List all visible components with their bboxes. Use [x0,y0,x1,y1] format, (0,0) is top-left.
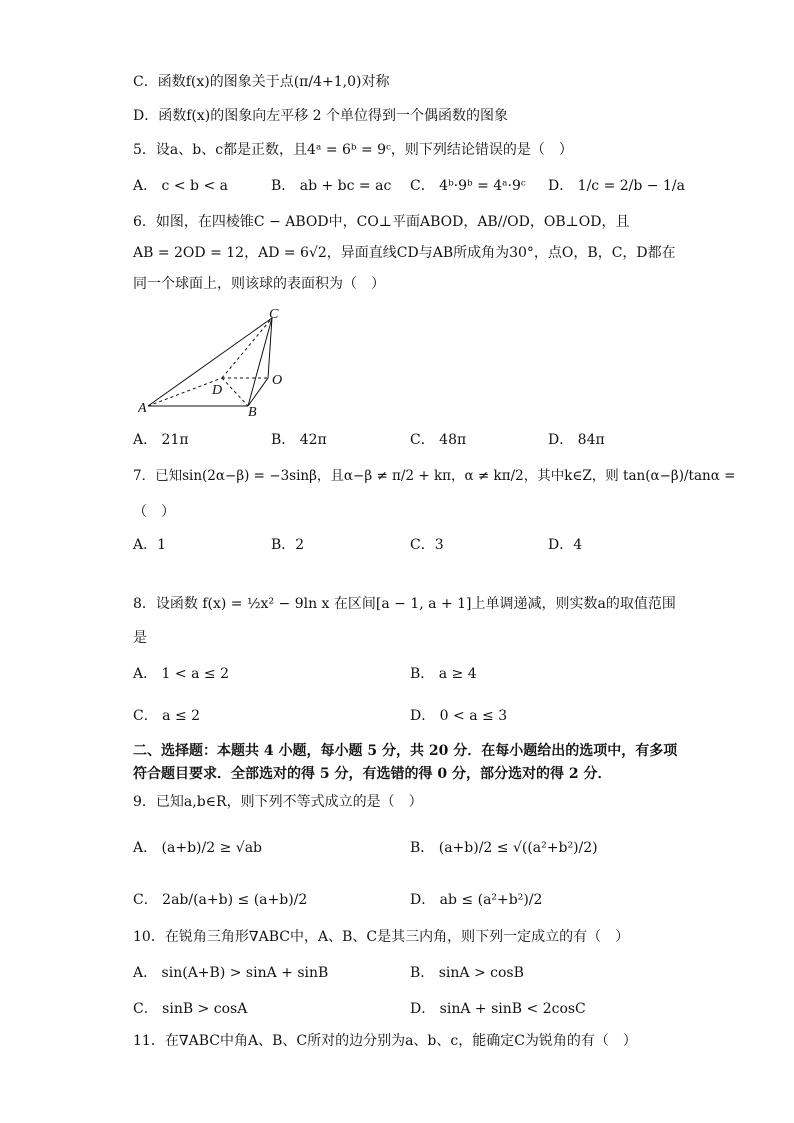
q6-stem-line2: AB = 2OD = 12，AD = 6√2，异面直线CD与AB所成角为30°，点O，B，C，D都在 [133,245,676,261]
q8-option-c: C． a ≤ 2 [133,708,201,724]
q4-option-c: C．函数f(x)的图象关于点(π/4+1,0)对称 [133,74,390,90]
q5-option-b: B． ab + bc = ac [271,178,392,194]
q10-option-a: A． sin(A+B) > sinA + sinB [133,965,329,981]
q7-stem: 7．已知sin(2α−β) = −3sinβ，且α−β ≠ π/2 + kπ，α ≠ kπ/2，其中k∈Z，则 tan(α−β)/tanα = [133,468,736,484]
q7-option-a: A．1 [133,537,167,553]
q7-option-b: B．2 [271,537,305,553]
q8-option-a: A． 1 < a ≤ 2 [133,666,229,682]
q6-option-a: A． 21π [133,432,189,448]
edge-db [222,378,248,406]
section2-heading-line1: 二、选择题：本题共 4 小题，每小题 5 分，共 20 分．在每小题给出的选项中，有多项 [133,743,678,759]
label-c: C [269,307,279,322]
q10-stem: 10．在锐角三角形∇ABC中，A、B、C是其三内角，则下列一定成立的有（ ） [133,929,630,945]
q6-option-d: D． 84π [548,432,605,448]
label-d: D [212,383,223,398]
edge-bc [248,318,272,406]
pyramid-figure [138,306,298,418]
q7-option-d: D．4 [548,537,583,553]
q9-option-c: C． 2ab/(a+b) ≤ (a+b)/2 [133,892,308,908]
q10-option-c: C． sinB > cosA [133,1001,248,1017]
q5-option-a: A． c < b < a [133,178,228,194]
q9-option-b: B． (a+b)/2 ≤ √((a²+b²)/2) [410,840,598,856]
q9-stem: 9．已知a,b∈R，则下列不等式成立的是（ ） [133,794,423,810]
edge-ad [148,378,222,406]
edge-ac [148,318,272,406]
q8-stem: 8．设函数 f(x) = ½x² − 9ln x 在区间[a − 1, a + 1]上单调递减，则实数a的取值范围 [133,596,676,612]
q7-paren: （ ） [133,504,175,520]
q11-stem: 11．在∇ABC中角A、B、C所对的边分别为a、b、c，能确定C为锐角的有（ ） [133,1033,637,1049]
section2-heading-line2: 符合题目要求．全部选对的得 5 分，有选错的得 0 分，部分选对的得 2 分． [133,766,612,782]
q6-option-c: C． 48π [410,432,467,448]
q5-stem: 5．设a、b、c都是正数，且4ᵃ = 6ᵇ = 9ᶜ，则下列结论错误的是（ ） [133,142,573,158]
q8-stem-2: 是 [133,630,147,646]
q10-option-d: D． sinA + sinB < 2cosC [410,1001,586,1017]
q10-option-b: B． sinA > cosB [410,965,524,981]
q8-option-d: D． 0 < a ≤ 3 [410,708,508,724]
q6-option-b: B． 42π [271,432,327,448]
q4-option-d: D．函数f(x)的图象向左平移 2 个单位得到一个偶函数的图象 [133,108,509,124]
q8-option-b: B． a ≥ 4 [410,666,477,682]
q5-option-d: D． 1/c = 2/b − 1/a [548,178,685,194]
label-a: A [138,401,147,416]
q9-option-d: D． ab ≤ (a²+b²)/2 [410,892,543,908]
q5-option-c: C． 4ᵇ·9ᵇ = 4ᵃ·9ᶜ [410,178,526,194]
label-b: B [248,405,257,418]
q6-stem-line3: 同一个球面上，则该球的表面积为（ ） [133,276,385,292]
q6-stem-line1: 6．如图，在四棱锥C − ABOD中，CO⊥平面ABOD，AB//OD，OB⊥OD，且 [133,214,630,230]
label-o: O [272,373,283,388]
edge-bo [248,378,268,406]
q7-option-c: C．3 [410,537,444,553]
q9-option-a: A． (a+b)/2 ≥ √ab [133,840,263,856]
